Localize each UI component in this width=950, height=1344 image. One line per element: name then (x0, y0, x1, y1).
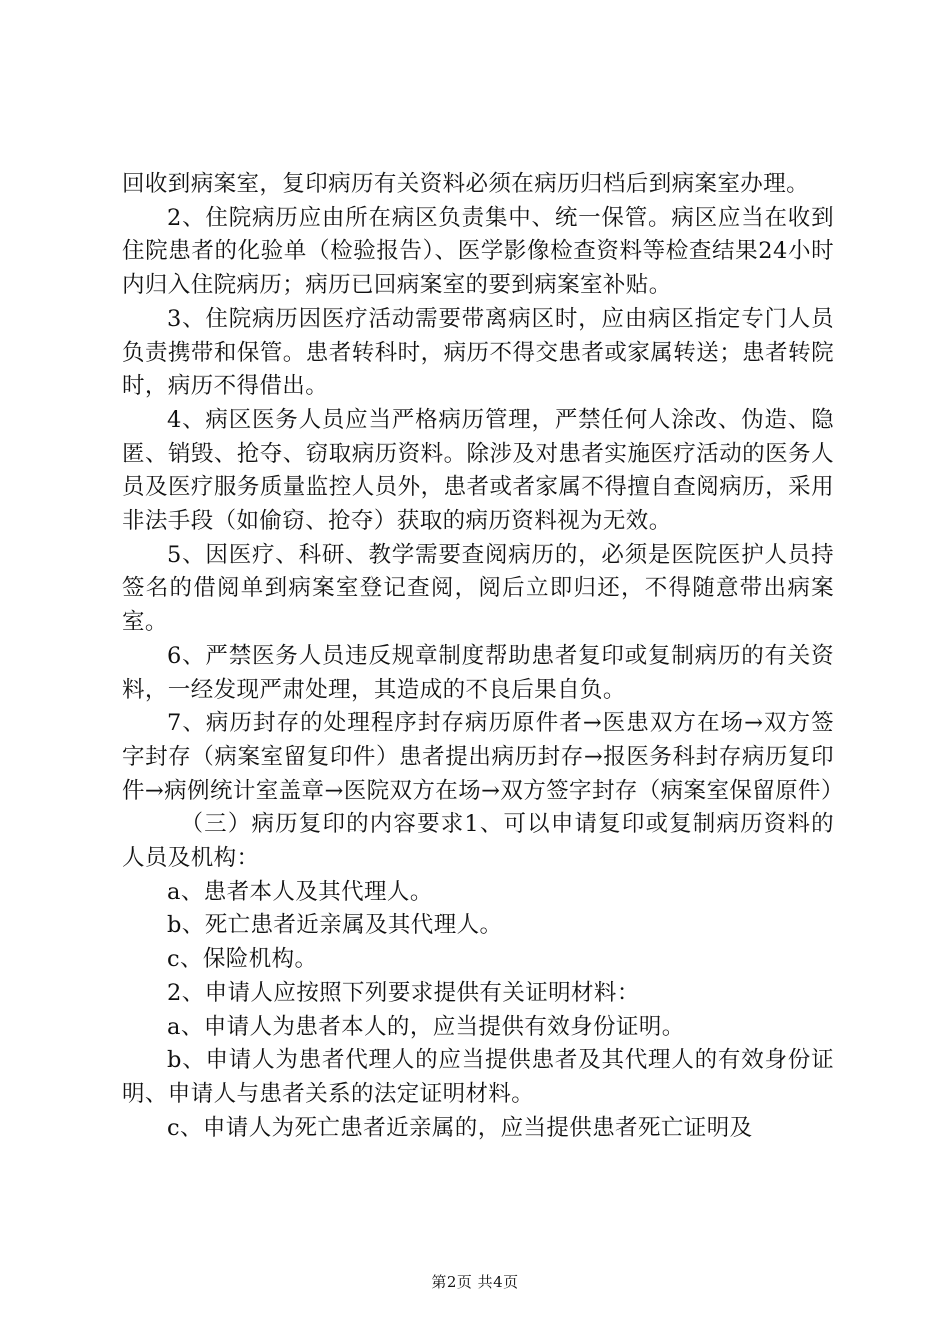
paragraph-item-6: 6、严禁医务人员违反规章制度帮助患者复印或复制病历的有关资料，一经发现严肃处理，其造成的不良后果自负。 (122, 642, 834, 703)
list-item-b-relatives: b、死亡患者近亲属及其代理人。 (167, 912, 503, 939)
paragraph-item-3: 3、住院病历因医疗活动需要带离病区时，应由病区指定专门人员负责携带和保管。患者转科时，病历不得交患者或家属转送；患者转院时，病历不得借出。 (122, 305, 834, 400)
paragraph-continuation: 回收到病案室，复印病历有关资料必须在病历归档后到病案室办理。 (122, 171, 810, 197)
paragraph-item-5: 5、因医疗、科研、教学需要查阅病历的，必须是医院医护人员持签名的借阅单到病案室登记查阅，阅后立即归还，不得随意带出病案室。 (122, 541, 834, 636)
list-item-a-id: a、申请人为患者本人的，应当提供有效身份证明。 (167, 1013, 685, 1040)
section-heading-three: （三）病历复印的内容要求1、可以申请复印或复制病历资料的人员及机构： (122, 811, 834, 872)
list-item-a-patient: a、患者本人及其代理人。 (167, 878, 433, 905)
paragraph-item-4: 4、病区医务人员应当严格病历管理，严禁任何人涂改、伪造、隐匿、销毁、抢夺、窃取病历资料。除涉及对患者实施医疗活动的医务人员及医疗服务质量监控人员外，患者或者家属不得擅自查阅病历，采用非法手段（如偷窃、抢夺）获取的病历资料视为无效。 (122, 406, 834, 535)
page-footer: 第2页 共4页 (431, 1273, 519, 1291)
paragraph-requirements: 2、申请人应按照下列要求提供有关证明材料： (167, 979, 640, 1006)
paragraph-item-7: 7、病历封存的处理程序封存病历原件者→医患双方在场→双方签字封存（病案室留复印件）患者提出病历封存→报医务科封存病历复印件→病例统计室盖章→医院双方在场→双方签字封存（病案室保留原件） (122, 710, 844, 804)
list-item-c-deceased: c、申请人为死亡患者近亲属的，应当提供患者死亡证明及 (167, 1114, 753, 1141)
paragraph-item-2: 2、住院病历应由所在病区负责集中、统一保管。病区应当在收到住院患者的化验单（检验报告）、医学影像检查资料等检查结果24小时内归入住院病历；病历已回病案室的要到病案室补贴。 (122, 204, 834, 299)
document-body (122, 168, 844, 1145)
list-item-c-insurance: c、保险机构。 (167, 946, 318, 973)
list-item-b-agent: b、申请人为患者代理人的应当提供患者及其代理人的有效身份证明、申请人与患者关系的法定证明材料。 (122, 1047, 834, 1107)
